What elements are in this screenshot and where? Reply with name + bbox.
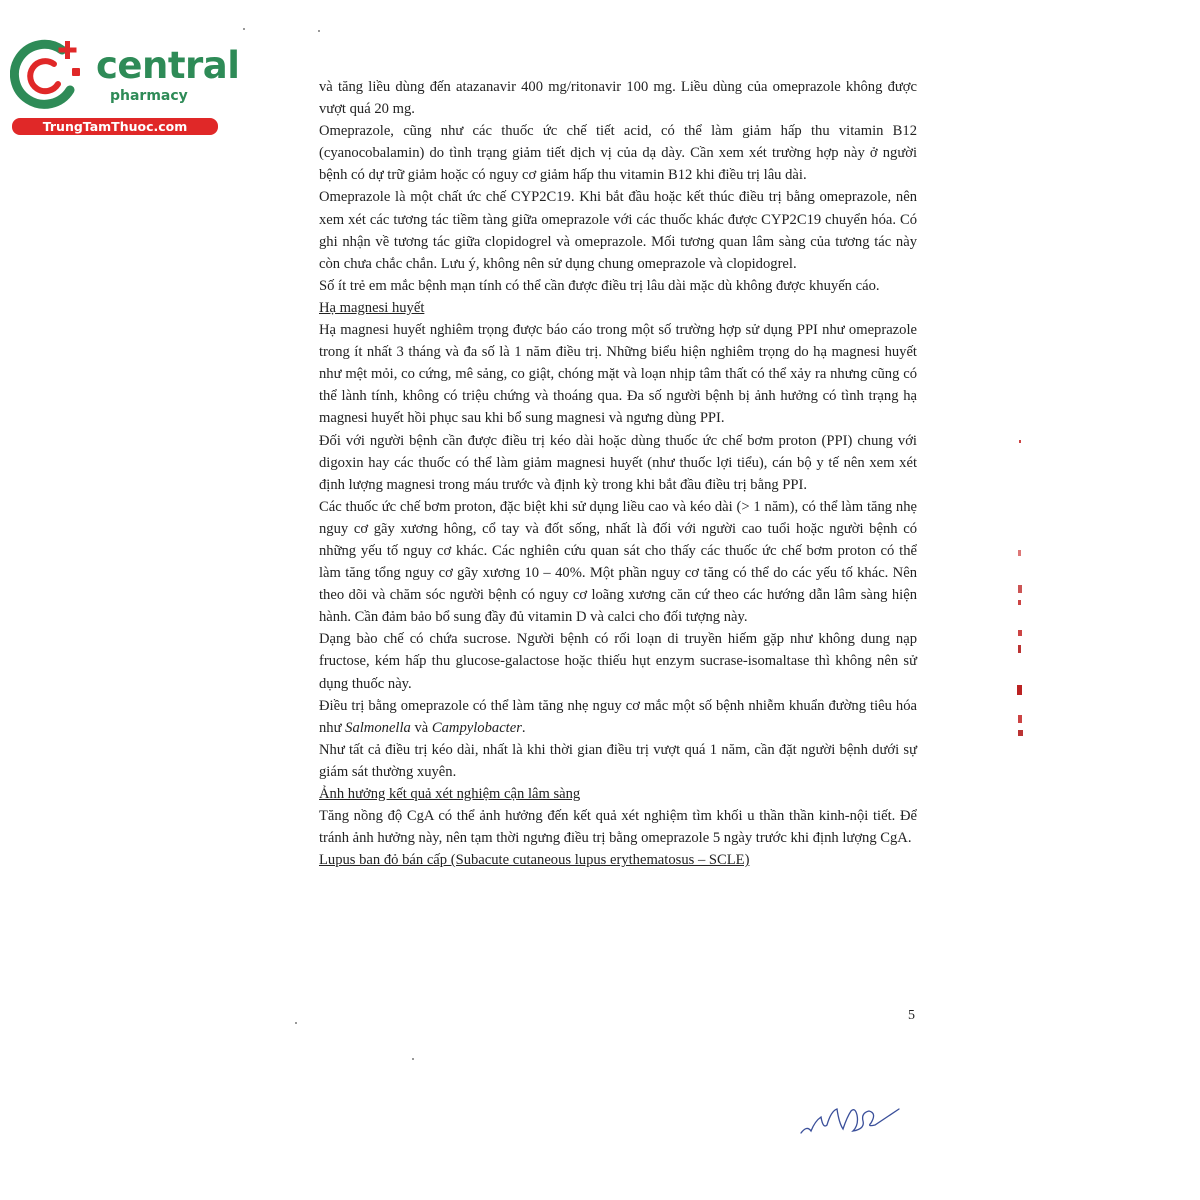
- bacterium-name: Campylobacter: [431, 719, 522, 736]
- period: .: [521, 719, 526, 736]
- paragraph: và tăng liều dùng đến atazanavir 400 mg/ritonavir 100 mg. Liều dùng của omeprazole không được vượt quá 20 mg.: [319, 79, 917, 118]
- paragraph-infection: [319, 695, 917, 739]
- brand-subname: pharmacy: [110, 88, 188, 104]
- paragraph: Đối với người bệnh cần được điều trị kéo dài hoặc dùng thuốc ức chế bơm proton (PPI) chung với digoxin hay các thuốc có thể làm giảm magnesi huyết (như thuốc lợi tiểu), cán bộ y tế nên xem xét định lượng magnesi trong máu trước và định kỳ trong khi bắt đầu điều trị bằng PPI.: [319, 432, 917, 493]
- section-heading-lab: Ảnh hưởng kết quả xét nghiệm cận lâm sàng: [319, 786, 581, 802]
- scan-speck: [295, 1022, 297, 1024]
- scan-speck: [412, 1058, 414, 1060]
- scan-speck: [243, 28, 245, 30]
- paragraph: Omeprazole là một chất ức chế CYP2C19. Khi bắt đầu hoặc kết thúc điều trị bằng omeprazole, nên xem xét các tương tác tiềm tàng giữa omeprazole với các thuốc khác được CYP2C19 chuyển hóa. Có ghi nhận về tương tác giữa clopidogrel và omeprazole. Mối tương quan lâm sàng của tương tác này còn chưa chắc chắn. Lưu ý, không nên sử dụng chung omeprazole và clopidogrel.: [319, 189, 917, 272]
- site-url-badge[interactable]: TrungTamThuoc.com: [12, 118, 218, 135]
- handwritten-signature-icon: [795, 1095, 905, 1145]
- scan-speck: [318, 30, 320, 32]
- paragraph: Tăng nồng độ CgA có thể ảnh hưởng đến kết quả xét nghiệm tìm khối u thần thần kinh-nội tiết. Để tránh ảnh hưởng này, nên tạm thời ngưng điều trị bằng omeprazole 5 ngày trước khi định lượng CgA.: [319, 808, 917, 847]
- paragraph: Hạ magnesi huyết nghiêm trọng được báo cáo trong một số trường hợp sử dụng PPI như omeprazole trong ít nhất 3 tháng và đa số là 1 năm điều trị. Những biểu hiện nghiêm trọng do hạ magnesi huyết như mệt mỏi, co cứng, mê sảng, co giật, chóng mặt và loạn nhịp tâm thất có thể xảy ra nhưng cũng có thể lành tính, không có triệu chứng và thoáng qua. Đa số người bệnh bị ảnh hưởng có tình trạng hạ magnesi huyết hồi phục sau khi bổ sung magnesi và ngưng dùng PPI.: [319, 322, 917, 427]
- central-pharmacy-logo-icon: [10, 38, 85, 113]
- section-heading-hypomagnesemia: Hạ magnesi huyết: [319, 299, 425, 316]
- page-number: 5: [908, 1008, 915, 1023]
- paragraph: Omeprazole, cũng như các thuốc ức chế tiết acid, có thể làm giảm hấp thu vitamin B12 (cyanocobalamin) do tình trạng giảm tiết dịch vị của dạ dày. Cần xem xét trường hợp này ở người bệnh có dự trữ giảm hoặc có nguy cơ giảm hấp thu vitamin B12 khi điều trị lâu dài.: [319, 123, 917, 184]
- paragraph: Các thuốc ức chế bơm proton, đặc biệt khi sử dụng liều cao và kéo dài (> 1 năm), có thể làm tăng nhẹ nguy cơ gãy xương hông, cổ tay và đốt sống, nhất là đối với người cao tuổi hoặc người bệnh có những yếu tố nguy cơ khác. Các nghiên cứu quan sát cho thấy các thuốc ức chế bơm proton có thể làm tăng tổng nguy cơ gãy xương 10 – 40%. Một phần nguy cơ tăng có thể do các yếu tố khác. Nên theo dõi và chăm sóc người bệnh có nguy cơ loãng xương căn cứ theo các hướng dẫn lâm sàng hiện hành. Cần đảm bảo bổ sung đầy đủ vitamin D và calci cho đối tượng này.: [319, 498, 917, 626]
- brand-name: central: [96, 44, 240, 87]
- bacterium-name: Salmonella: [345, 719, 411, 736]
- paragraph: Dạng bào chế có chứa sucrose. Người bệnh có rối loạn di truyền hiếm gặp như không dung nạp fructose, kém hấp thu glucose-galactose hoặc thiếu hụt enzym sucrase-isomaltase thì không nên sử dụng thuốc này.: [319, 631, 917, 692]
- section-heading-lupus: Lupus ban đỏ bán cấp (Subacute cutaneous lupus erythematosus – SCLE): [319, 852, 750, 869]
- document-body: [319, 76, 917, 871]
- paragraph: Như tất cả điều trị kéo dài, nhất là khi thời gian điều trị vượt quá 1 năm, cần đặt người bệnh dưới sự giám sát thường xuyên.: [319, 741, 917, 780]
- margin-stamp-marks-icon: [1012, 435, 1028, 745]
- brand-logo: [10, 38, 240, 138]
- conjunction: và: [410, 719, 432, 736]
- paragraph: Số ít trẻ em mắc bệnh mạn tính có thể cần được điều trị lâu dài mặc dù không được khuyến cáo.: [319, 277, 880, 294]
- infection-text: Điều trị bằng omeprazole có thể làm tăng nhẹ nguy cơ mắc một số bệnh nhiễm khuẩn đường tiêu hóa như: [319, 697, 917, 736]
